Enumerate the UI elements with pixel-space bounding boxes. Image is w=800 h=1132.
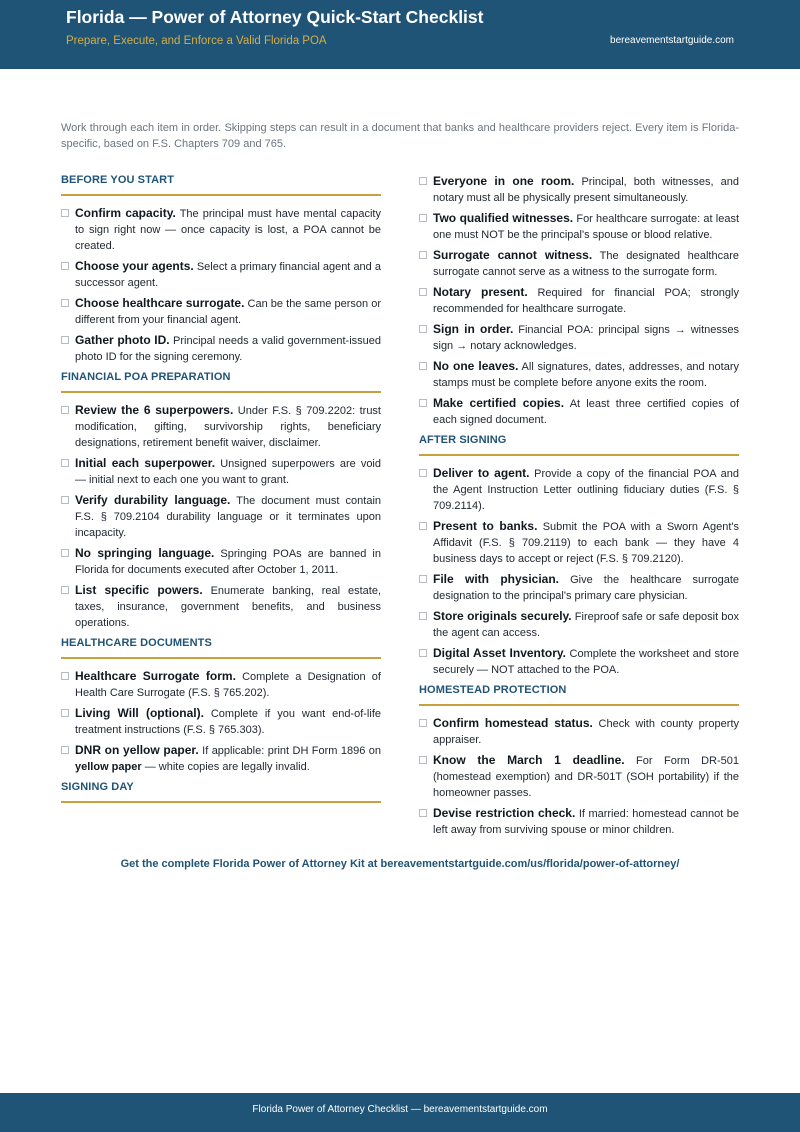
item-title: List specific powers.: [75, 583, 203, 597]
item-text: Financial POA: principal signs → witnesses sign → notary acknowledges.: [433, 324, 739, 352]
checklist-item[interactable]: [419, 321, 739, 354]
checkbox-icon[interactable]: [419, 214, 427, 222]
checklist-item[interactable]: [419, 715, 739, 748]
section-heading: HOMESTEAD PROTECTION: [419, 684, 739, 706]
checklist-item[interactable]: [61, 455, 381, 488]
checkbox-icon[interactable]: [419, 756, 427, 764]
item-text: Select a primary financial agent and a successor agent.: [75, 261, 381, 289]
header-site-link[interactable]: bereavementstartguide.com: [610, 35, 734, 46]
item-text: Required for financial POA; strongly recommended for healthcare surrogate.: [433, 287, 739, 315]
item-title: Review the 6 superpowers.: [75, 403, 234, 417]
item-text: Unsigned superpowers are void — initial next to each one you want to grant.: [75, 458, 381, 486]
item-title: Healthcare Surrogate form.: [75, 669, 236, 683]
item-text: The principal must have mental capacity to sign right now — once capacity is lost, a POA cannot be created.: [75, 208, 381, 252]
checklist-item[interactable]: [419, 518, 739, 567]
section-signing-day-heading: [61, 781, 381, 803]
checkbox-icon[interactable]: [61, 406, 69, 414]
section-homestead: [419, 684, 739, 838]
item-text: Provide a copy of the financial POA and the Agent Instruction Letter outlining fiduciary duties (F.S. § 709.2114).: [433, 468, 740, 512]
checklist-item[interactable]: [61, 492, 381, 541]
section-heading: AFTER SIGNING: [419, 434, 739, 456]
section-before-you-start: [61, 174, 381, 365]
section-financial-poa: [61, 371, 381, 631]
intro-text: Work through each item in order. Skipping steps can result in a document that banks and healthcare providers reject. Every item is Florida-specific, based on F.S. Chapters 709 and 765.: [61, 122, 739, 150]
checkbox-icon[interactable]: [61, 672, 69, 680]
section-heading: SIGNING DAY: [61, 781, 381, 803]
footer-text: Florida Power of Attorney Checklist — bereavementstartguide.com: [252, 1104, 548, 1115]
checklist-item[interactable]: [61, 582, 381, 631]
left-column: [61, 174, 381, 812]
checkbox-icon[interactable]: [419, 399, 427, 407]
checkbox-icon[interactable]: [61, 336, 69, 344]
item-text: Can be the same person or different from your financial agent.: [75, 298, 381, 326]
item-title: Choose healthcare surrogate.: [75, 296, 245, 310]
checklist-item[interactable]: [419, 284, 739, 317]
section-after-signing: [419, 434, 739, 678]
checklist-item[interactable]: [419, 571, 739, 604]
item-title: Everyone in one room.: [433, 174, 575, 188]
checkbox-icon[interactable]: [419, 575, 427, 583]
checklist-item[interactable]: [419, 752, 739, 801]
item-title: Know the March 1 deadline.: [433, 753, 625, 767]
checkbox-icon[interactable]: [419, 612, 427, 620]
checklist-item[interactable]: [419, 210, 739, 243]
checklist-item[interactable]: [61, 332, 381, 365]
item-title: Gather photo ID.: [75, 333, 170, 347]
item-text: Enumerate banking, real estate, taxes, insurance, government benefits, and business operations.: [75, 585, 381, 629]
item-text: If married: homestead cannot be left away from surviving spouse or minor children.: [433, 808, 739, 836]
item-text: At least three certified copies of each signed document.: [433, 398, 740, 426]
section-signing-day: [419, 173, 739, 428]
checklist-item[interactable]: [419, 358, 739, 391]
checklist-item[interactable]: [61, 668, 381, 701]
page-footer: [0, 1093, 800, 1132]
item-text: Complete if you want end-of-life treatment instructions (F.S. § 765.303).: [75, 708, 381, 736]
item-title: Choose your agents.: [75, 259, 194, 273]
item-title: No springing language.: [75, 546, 215, 560]
checkbox-icon[interactable]: [419, 177, 427, 185]
item-text: Give the healthcare surrogate designation to the principal's primary care physician.: [433, 574, 740, 602]
checklist-item[interactable]: [61, 402, 381, 451]
item-title: Confirm homestead status.: [433, 716, 593, 730]
checklist-item[interactable]: [419, 395, 739, 428]
checkbox-icon[interactable]: [61, 549, 69, 557]
checklist-item[interactable]: [61, 742, 381, 775]
item-title: Surrogate cannot witness.: [433, 248, 593, 262]
checklist-item[interactable]: [61, 295, 381, 328]
checklist-item[interactable]: [419, 173, 739, 206]
section-heading: BEFORE YOU START: [61, 174, 381, 196]
item-text: The document must contain F.S. § 709.2104 durability language or it terminates upon incapacity.: [75, 495, 382, 539]
item-text: Springing POAs are banned in Florida for documents executed after October 1, 2011.: [75, 548, 381, 576]
checklist-item[interactable]: [419, 805, 739, 838]
checkbox-icon[interactable]: [419, 719, 427, 727]
item-text: All signatures, dates, addresses, and notary stamps must be complete before anyone exits the room.: [433, 361, 739, 389]
item-title: Initial each superpower.: [75, 456, 216, 470]
item-text: The designated healthcare surrogate cannot serve as a witness to the surrogate form.: [433, 250, 740, 278]
checkbox-icon[interactable]: [61, 496, 69, 504]
checklist-item[interactable]: [419, 247, 739, 280]
page-header: [0, 0, 800, 69]
item-title: Confirm capacity.: [75, 206, 176, 220]
item-title: Deliver to agent.: [433, 466, 530, 480]
checklist-item[interactable]: [61, 705, 381, 738]
checkbox-icon[interactable]: [419, 809, 427, 817]
item-text: For Form DR-501 (homestead exemption) and DR-501T (SOH portability) if the homeowner passes.: [433, 755, 740, 799]
checklist-item[interactable]: [61, 205, 381, 254]
checkbox-icon[interactable]: [419, 362, 427, 370]
item-title: File with physician.: [433, 572, 560, 586]
checkbox-icon[interactable]: [61, 746, 69, 754]
item-text: Complete the worksheet and store securely — NOT attached to the POA.: [433, 648, 740, 676]
item-title: Devise restriction check.: [433, 806, 576, 820]
page-subtitle: Prepare, Execute, and Enforce a Valid Florida POA: [66, 35, 327, 47]
checklist-item[interactable]: [419, 645, 739, 678]
checkbox-icon[interactable]: [61, 299, 69, 307]
kit-link[interactable]: Get the complete Florida Power of Attorney Kit at bereavementstartguide.com/us/florida/power-of-attorney/: [120, 858, 680, 870]
item-title: Sign in order.: [433, 322, 514, 336]
item-title: Make certified copies.: [433, 396, 565, 410]
item-text-after: — white copies are legally invalid.: [144, 761, 310, 773]
checklist-item[interactable]: [419, 608, 739, 641]
item-text: Under F.S. § 709.2202: trust modification, gifting, survivorship rights, beneficiary designations, retirement benefit waiver, disclaimer.: [75, 405, 381, 449]
item-title: No one leaves.: [433, 359, 519, 373]
checklist-item[interactable]: [61, 545, 381, 578]
checkbox-icon[interactable]: [61, 709, 69, 717]
item-text: Principal needs a valid government-issued photo ID for the signing ceremony.: [75, 335, 382, 363]
item-text: Check with county property appraiser.: [433, 718, 739, 746]
item-title: Two qualified witnesses.: [433, 211, 574, 225]
item-text: Fireproof safe or safe deposit box the agent can access.: [433, 611, 739, 639]
checkbox-icon[interactable]: [61, 459, 69, 467]
page-title: Florida — Power of Attorney Quick-Start Checklist: [66, 7, 484, 27]
item-text: Principal, both witnesses, and notary must all be physically present simultaneously.: [433, 176, 739, 204]
checkbox-icon[interactable]: [61, 209, 69, 217]
right-column: [419, 173, 739, 844]
item-text: Submit the POA with a Sworn Agent's Affidavit (F.S. § 709.2119) to each bank — they have 4 business days to accept or reject (F.S. § 709.2120).: [433, 521, 739, 565]
checklist-item[interactable]: [61, 258, 381, 291]
section-heading: HEALTHCARE DOCUMENTS: [61, 637, 381, 659]
checklist-item[interactable]: [419, 465, 739, 514]
item-title: Living Will (optional).: [75, 706, 204, 720]
checkbox-icon[interactable]: [419, 288, 427, 296]
checkbox-icon[interactable]: [61, 262, 69, 270]
item-title: Verify durability language.: [75, 493, 231, 507]
item-title: Store originals securely.: [433, 609, 572, 623]
checkbox-icon[interactable]: [419, 251, 427, 259]
checkbox-icon[interactable]: [419, 325, 427, 333]
checkbox-icon[interactable]: [61, 586, 69, 594]
item-text: If applicable: print DH Form 1896 on: [202, 745, 381, 757]
item-title: Notary present.: [433, 285, 528, 299]
item-title: Digital Asset Inventory.: [433, 646, 566, 660]
item-highlight: yellow paper: [75, 761, 142, 773]
checkbox-icon[interactable]: [419, 649, 427, 657]
section-heading: FINANCIAL POA PREPARATION: [61, 371, 381, 393]
item-title: Present to banks.: [433, 519, 538, 533]
item-text: Complete a Designation of Health Care Surrogate (F.S. § 765.202).: [75, 671, 381, 699]
checkbox-icon[interactable]: [419, 522, 427, 530]
checkbox-icon[interactable]: [419, 469, 427, 477]
section-healthcare: [61, 637, 381, 775]
item-text: For healthcare surrogate: at least one must NOT be the principal's spouse or blood relative.: [433, 213, 739, 241]
item-title: DNR on yellow paper.: [75, 743, 199, 757]
